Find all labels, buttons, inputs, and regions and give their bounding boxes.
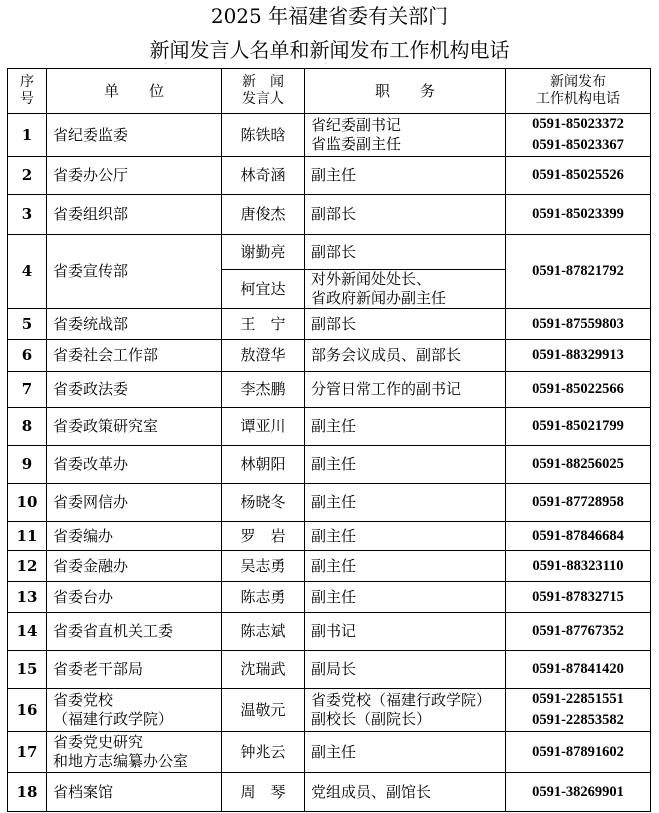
spokesperson-duty: [305, 484, 506, 522]
table-row: [8, 195, 651, 235]
unit-name: [47, 732, 222, 773]
phone-line: 0591-85022566: [532, 381, 624, 397]
spokesperson-duty: [305, 408, 506, 446]
phone-number: [506, 484, 651, 522]
unit-name-line: 省档案馆: [53, 782, 114, 801]
spokesperson-duty: [305, 689, 506, 732]
spokesperson-duty: [305, 340, 506, 372]
unit-name-line: 省委宣传部: [53, 262, 129, 280]
phone-line: 0591-22853582: [532, 712, 624, 728]
spokesperson-name: 罗 岩: [222, 522, 305, 551]
duty-line: 省监委副主任: [311, 135, 402, 153]
duty-line: 副部长: [311, 205, 357, 223]
spokesperson-name: 敖澄华: [222, 340, 305, 372]
unit-name: [47, 551, 222, 582]
spokesperson-name: 陈志勇: [222, 582, 305, 613]
duty-line: 副部长: [311, 242, 357, 261]
row-number: 9: [8, 446, 47, 484]
unit-name: [47, 446, 222, 484]
unit-name: [47, 613, 222, 651]
unit-name: [47, 582, 222, 613]
duty-line: 省纪委副书记: [311, 116, 402, 134]
spokesperson-duty: [305, 235, 506, 270]
table-row: [8, 651, 651, 689]
phone-line: 0591-87767352: [532, 623, 624, 639]
phone-number: [506, 689, 651, 732]
phone-number: [506, 651, 651, 689]
unit-name: [47, 408, 222, 446]
phone-line: 0591-85025526: [532, 167, 624, 183]
spokesperson-name: 林奇涵: [222, 157, 305, 195]
unit-name-line: 省委社会工作部: [53, 346, 159, 364]
doc-title-line1: 2025 年福建省委有关部门: [210, 4, 449, 28]
header-no: 序 号: [8, 69, 47, 114]
phone-number: [506, 114, 651, 157]
spokesperson-name: 沈瑞武: [222, 651, 305, 689]
unit-name: [47, 114, 222, 157]
phone-number: [506, 522, 651, 551]
row-number: 16: [8, 689, 47, 732]
table-row: [8, 732, 651, 773]
unit-name-line: 省委网信办: [53, 493, 129, 511]
unit-name-line: 省委党史研究: [53, 733, 144, 751]
unit-name-line: 省委改革办: [53, 455, 129, 473]
phone-line: 0591-22851551: [532, 691, 624, 707]
spokesperson-duty: [305, 522, 506, 551]
spokesperson-name: 钟兆云: [222, 732, 305, 773]
phone-line: 0591-88323110: [532, 557, 624, 574]
unit-name-line: 省委编办: [53, 526, 114, 545]
unit-name: [47, 340, 222, 372]
duty-line: 副主任: [311, 587, 357, 606]
phone-number: [506, 157, 651, 195]
row-number: 18: [8, 773, 47, 812]
row-number: 12: [8, 551, 47, 582]
spokesperson-name: 唐俊杰: [222, 195, 305, 235]
unit-name-line: 省纪委监委: [53, 125, 129, 144]
table-row: [8, 773, 651, 812]
spokesperson-duty: [305, 446, 506, 484]
unit-name-line: 省委办公厅: [53, 166, 129, 184]
phone-number: [506, 195, 651, 235]
spokesperson-duty: [305, 651, 506, 689]
unit-name-line: 省委省直机关工委: [53, 622, 174, 640]
row-number: 1: [8, 114, 47, 157]
row-number: 5: [8, 309, 47, 340]
row-number: 3: [8, 195, 47, 235]
spokesperson-duty: [305, 582, 506, 613]
table-row: [8, 235, 651, 270]
table-header-row: [8, 69, 651, 114]
unit-name: [47, 372, 222, 408]
doc-title-line2: 新闻发言人名单和新闻发布工作机构电话: [149, 38, 510, 62]
unit-name-line: 省委组织部: [53, 205, 129, 223]
table-row: [8, 372, 651, 408]
spokesperson-duty: [305, 732, 506, 773]
header-phone: 新闻发布 工作机构电话: [506, 69, 651, 114]
header-duty: 职 务: [305, 69, 506, 114]
unit-name-line: 省委老干部局: [53, 660, 144, 678]
unit-name: [47, 522, 222, 551]
spokesperson-name: 柯宜达: [222, 270, 305, 309]
phone-number: [506, 582, 651, 613]
spokesperson-name: 陈志斌: [222, 613, 305, 651]
table-row: [8, 551, 651, 582]
spokesperson-duty: [305, 114, 506, 157]
duty-line: 部务会议成员、副部长: [311, 346, 462, 364]
phone-number: [506, 732, 651, 773]
table-row: [8, 446, 651, 484]
table-row: [8, 582, 651, 613]
table-row: [8, 522, 651, 551]
spokesperson-name: 谢勤亮: [222, 235, 305, 270]
spokesperson-name: 王 宁: [222, 309, 305, 340]
row-number: 7: [8, 372, 47, 408]
spokesperson-name: 吴志勇: [222, 551, 305, 582]
row-number: 6: [8, 340, 47, 372]
row-number: 4: [8, 235, 47, 309]
duty-line: 副主任: [311, 417, 357, 435]
spokesperson-duty: [305, 613, 506, 651]
phone-line: 0591-85023372: [532, 116, 624, 132]
unit-name: [47, 773, 222, 812]
phone-line: 0591-88256025: [532, 456, 624, 472]
phone-line: 0591-87832715: [532, 588, 624, 605]
duty-line: 副主任: [311, 556, 357, 575]
row-number: 15: [8, 651, 47, 689]
duty-line: 副主任: [311, 526, 357, 545]
duty-line: 分管日常工作的副书记: [311, 380, 462, 398]
phone-number: [506, 309, 651, 340]
spokesperson-name: 陈铁晗: [222, 114, 305, 157]
phone-line: 0591-87821792: [532, 263, 624, 279]
spokesperson-name: 杨晓冬: [222, 484, 305, 522]
spokesperson-name: 温敬元: [222, 689, 305, 732]
table-row: [8, 340, 651, 372]
duty-line: 省委党校（福建行政学院）: [311, 691, 492, 709]
unit-name: [47, 689, 222, 732]
spokesperson-duty: [305, 309, 506, 340]
unit-name-line: 省委政策研究室: [53, 417, 159, 435]
spokesperson-duty: [305, 551, 506, 582]
phone-line: 0591-87559803: [532, 315, 624, 332]
spokesperson-duty: [305, 270, 506, 309]
table-row: [8, 157, 651, 195]
duty-line: 副主任: [311, 166, 357, 184]
unit-name: [47, 235, 222, 309]
unit-name: [47, 195, 222, 235]
phone-number: [506, 773, 651, 812]
table-row: [8, 484, 651, 522]
phone-number: [506, 372, 651, 408]
phone-line: 0591-87728958: [532, 494, 624, 510]
duty-line: 对外新闻处处长、: [311, 270, 432, 288]
table-row: [8, 408, 651, 446]
unit-name-line: （福建行政学院）: [53, 710, 174, 728]
duty-line: 副校长（副院长）: [311, 710, 432, 728]
row-number: 2: [8, 157, 47, 195]
phone-number: [506, 446, 651, 484]
table-row: [8, 689, 651, 732]
spokesperson-duty: [305, 773, 506, 812]
row-number: 14: [8, 613, 47, 651]
unit-name-line: 省委金融办: [53, 556, 129, 575]
phone-number: [506, 235, 651, 309]
spokesperson-table: [7, 68, 651, 812]
spokesperson-name: 谭亚川: [222, 408, 305, 446]
unit-name: [47, 484, 222, 522]
row-number: 10: [8, 484, 47, 522]
phone-line: 0591-87891602: [532, 743, 624, 760]
header-spokesperson: 新 闻 发言人: [222, 69, 305, 114]
duty-line: 副主任: [311, 742, 357, 761]
phone-line: 0591-85023367: [532, 137, 624, 153]
unit-name: [47, 157, 222, 195]
phone-number: [506, 340, 651, 372]
row-number: 8: [8, 408, 47, 446]
spokesperson-duty: [305, 372, 506, 408]
row-number: 11: [8, 522, 47, 551]
duty-line: 副主任: [311, 455, 357, 473]
table-row: [8, 114, 651, 157]
duty-line: 副局长: [311, 660, 357, 678]
duty-line: 副书记: [311, 622, 357, 640]
unit-name: [47, 651, 222, 689]
header-unit: 单 位: [47, 69, 222, 114]
duty-line: 党组成员、副馆长: [311, 782, 432, 801]
row-number: 13: [8, 582, 47, 613]
unit-name-line: 和地方志编纂办公室: [53, 752, 189, 770]
duty-line: 副部长: [311, 314, 357, 333]
phone-line: 0591-87846684: [532, 527, 624, 544]
unit-name-line: 省委党校: [53, 691, 114, 709]
phone-line: 0591-88329913: [532, 347, 624, 363]
spokesperson-name: 林朝阳: [222, 446, 305, 484]
unit-name: [47, 309, 222, 340]
row-number: 17: [8, 732, 47, 773]
unit-name-line: 省委统战部: [53, 314, 129, 333]
duty-line: 副主任: [311, 493, 357, 511]
phone-number: [506, 408, 651, 446]
phone-line: 0591-85023399: [532, 206, 624, 222]
phone-line: 0591-38269901: [532, 783, 624, 800]
spokesperson-duty: [305, 157, 506, 195]
table-row: [8, 613, 651, 651]
phone-line: 0591-87841420: [532, 661, 624, 677]
phone-number: [506, 551, 651, 582]
phone-line: 0591-85021799: [532, 418, 624, 434]
spokesperson-name: 李杰鹏: [222, 372, 305, 408]
table-row: [8, 309, 651, 340]
spokesperson-name: 周 琴: [222, 773, 305, 812]
unit-name-line: 省委政法委: [53, 380, 129, 398]
duty-line: 省政府新闻办副主任: [311, 289, 447, 307]
phone-number: [506, 613, 651, 651]
unit-name-line: 省委台办: [53, 587, 114, 606]
spokesperson-duty: [305, 195, 506, 235]
